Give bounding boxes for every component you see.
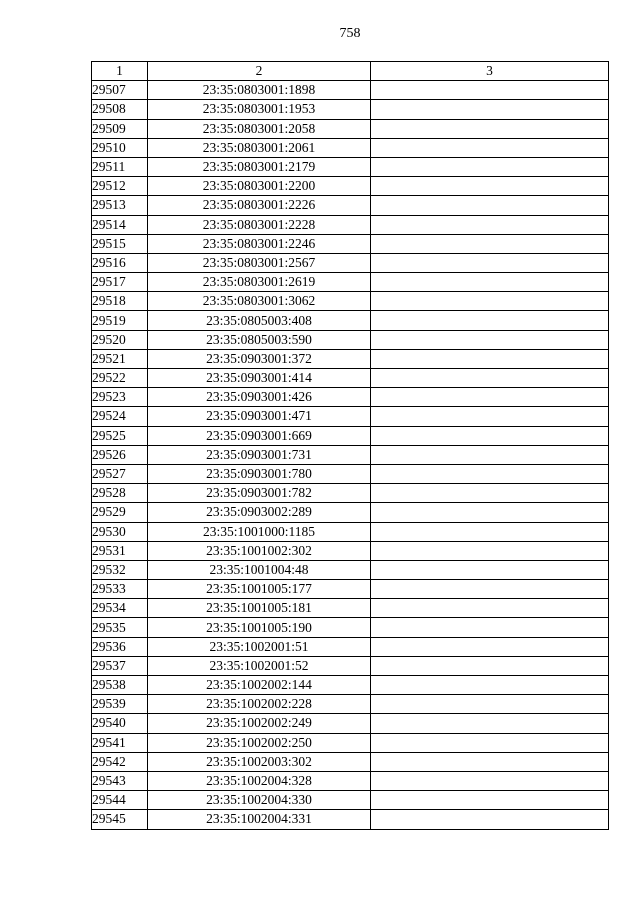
column-header-2: 2 [148,62,371,81]
table-row [92,215,609,234]
row-number-cell: 29534 [92,599,148,618]
table-row [92,580,609,599]
table-row [92,733,609,752]
row-number-cell: 29523 [92,388,148,407]
cadastral-number-cell: 23:35:1001005:190 [148,618,371,637]
cadastral-number-cell: 23:35:1002003:302 [148,752,371,771]
table-header-row [92,62,609,81]
row-number-cell: 29509 [92,119,148,138]
row-number-cell: 29510 [92,138,148,157]
table-row [92,599,609,618]
table-row [92,330,609,349]
cadastral-number-cell: 23:35:1002002:250 [148,733,371,752]
cadastral-number-cell: 23:35:0803001:2619 [148,273,371,292]
cadastral-number-cell: 23:35:0803001:2200 [148,177,371,196]
row-number-cell: 29516 [92,253,148,272]
note-cell [371,292,609,311]
row-number-cell: 29541 [92,733,148,752]
row-number-cell: 29514 [92,215,148,234]
table-row [92,369,609,388]
table-row [92,196,609,215]
note-cell [371,81,609,100]
cadastral-number-cell: 23:35:0803001:1898 [148,81,371,100]
cadastral-number-cell: 23:35:0803001:2061 [148,138,371,157]
note-cell [371,426,609,445]
table-row [92,426,609,445]
row-number-cell: 29519 [92,311,148,330]
column-header-3: 3 [371,62,609,81]
cadastral-number-cell: 23:35:1001005:181 [148,599,371,618]
row-number-cell: 29538 [92,676,148,695]
cadastral-number-cell: 23:35:0903001:414 [148,369,371,388]
note-cell [371,676,609,695]
note-cell [371,349,609,368]
table-row [92,503,609,522]
cadastral-number-cell: 23:35:0803001:1953 [148,100,371,119]
note-cell [371,541,609,560]
cadastral-number-cell: 23:35:1002004:330 [148,791,371,810]
cadastral-number-cell: 23:35:1002001:52 [148,656,371,675]
note-cell [371,560,609,579]
note-cell [371,388,609,407]
table-row [92,752,609,771]
note-cell [371,484,609,503]
cadastral-number-cell: 23:35:0803001:2567 [148,253,371,272]
cadastral-number-cell: 23:35:0903001:731 [148,445,371,464]
cadastral-number-cell: 23:35:1002004:331 [148,810,371,829]
registry-table [91,61,609,830]
cadastral-number-cell: 23:35:0805003:590 [148,330,371,349]
note-cell [371,138,609,157]
cadastral-number-cell: 23:35:1001005:177 [148,580,371,599]
cadastral-number-cell: 23:35:0803001:2228 [148,215,371,234]
row-number-cell: 29540 [92,714,148,733]
row-number-cell: 29517 [92,273,148,292]
cadastral-number-cell: 23:35:0803001:2058 [148,119,371,138]
note-cell [371,253,609,272]
note-cell [371,733,609,752]
table-row [92,253,609,272]
note-cell [371,464,609,483]
table-row [92,560,609,579]
table-row [92,138,609,157]
row-number-cell: 29508 [92,100,148,119]
table-row [92,676,609,695]
row-number-cell: 29521 [92,349,148,368]
cadastral-number-cell: 23:35:1001002:302 [148,541,371,560]
table-row [92,311,609,330]
cadastral-number-cell: 23:35:1002001:51 [148,637,371,656]
note-cell [371,637,609,656]
row-number-cell: 29532 [92,560,148,579]
cadastral-number-cell: 23:35:0903001:471 [148,407,371,426]
note-cell [371,714,609,733]
table-row [92,637,609,656]
note-cell [371,273,609,292]
table-row [92,618,609,637]
note-cell [371,810,609,829]
table-row [92,177,609,196]
note-cell [371,445,609,464]
table-row [92,695,609,714]
row-number-cell: 29537 [92,656,148,675]
cadastral-number-cell: 23:35:1002004:328 [148,771,371,790]
row-number-cell: 29527 [92,464,148,483]
row-number-cell: 29515 [92,234,148,253]
table-row [92,656,609,675]
table-row [92,445,609,464]
note-cell [371,196,609,215]
note-cell [371,599,609,618]
row-number-cell: 29511 [92,157,148,176]
cadastral-number-cell: 23:35:1001004:48 [148,560,371,579]
row-number-cell: 29520 [92,330,148,349]
table-row [92,771,609,790]
table-row [92,81,609,100]
cadastral-number-cell: 23:35:0803001:2179 [148,157,371,176]
row-number-cell: 29507 [92,81,148,100]
note-cell [371,752,609,771]
row-number-cell: 29524 [92,407,148,426]
table-row [92,234,609,253]
row-number-cell: 29542 [92,752,148,771]
row-number-cell: 29535 [92,618,148,637]
row-number-cell: 29530 [92,522,148,541]
cadastral-number-cell: 23:35:1002002:144 [148,676,371,695]
row-number-cell: 29526 [92,445,148,464]
note-cell [371,215,609,234]
note-cell [371,157,609,176]
note-cell [371,618,609,637]
table-row [92,349,609,368]
row-number-cell: 29525 [92,426,148,445]
table-row [92,522,609,541]
cadastral-number-cell: 23:35:0903001:372 [148,349,371,368]
table-row [92,791,609,810]
table-row [92,810,609,829]
table-row [92,464,609,483]
row-number-cell: 29512 [92,177,148,196]
note-cell [371,330,609,349]
note-cell [371,407,609,426]
row-number-cell: 29544 [92,791,148,810]
row-number-cell: 29518 [92,292,148,311]
note-cell [371,695,609,714]
row-number-cell: 29545 [92,810,148,829]
note-cell [371,503,609,522]
row-number-cell: 29528 [92,484,148,503]
row-number-cell: 29529 [92,503,148,522]
table-row [92,541,609,560]
note-cell [371,522,609,541]
row-number-cell: 29539 [92,695,148,714]
cadastral-number-cell: 23:35:0803001:3062 [148,292,371,311]
note-cell [371,580,609,599]
note-cell [371,119,609,138]
table-row [92,157,609,176]
note-cell [371,656,609,675]
cadastral-number-cell: 23:35:1002002:228 [148,695,371,714]
note-cell [371,311,609,330]
cadastral-number-cell: 23:35:0903002:289 [148,503,371,522]
cadastral-number-cell: 23:35:0903001:780 [148,464,371,483]
cadastral-number-cell: 23:35:0903001:426 [148,388,371,407]
note-cell [371,100,609,119]
table-row [92,388,609,407]
table-row [92,273,609,292]
row-number-cell: 29531 [92,541,148,560]
row-number-cell: 29513 [92,196,148,215]
cadastral-number-cell: 23:35:0805003:408 [148,311,371,330]
table-row [92,292,609,311]
cadastral-number-cell: 23:35:0903001:669 [148,426,371,445]
note-cell [371,791,609,810]
note-cell [371,771,609,790]
cadastral-number-cell: 23:35:0903001:782 [148,484,371,503]
cadastral-number-cell: 23:35:0803001:2226 [148,196,371,215]
note-cell [371,369,609,388]
cadastral-number-cell: 23:35:1002002:249 [148,714,371,733]
table-row [92,407,609,426]
note-cell [371,177,609,196]
cadastral-number-cell: 23:35:0803001:2246 [148,234,371,253]
table-row [92,100,609,119]
table-row [92,714,609,733]
table-body [92,81,609,829]
table-row [92,484,609,503]
page-number: 758 [339,26,361,41]
cadastral-number-cell: 23:35:1001000:1185 [148,522,371,541]
note-cell [371,234,609,253]
row-number-cell: 29522 [92,369,148,388]
column-header-1: 1 [92,62,148,81]
row-number-cell: 29533 [92,580,148,599]
table-row [92,119,609,138]
row-number-cell: 29543 [92,771,148,790]
row-number-cell: 29536 [92,637,148,656]
